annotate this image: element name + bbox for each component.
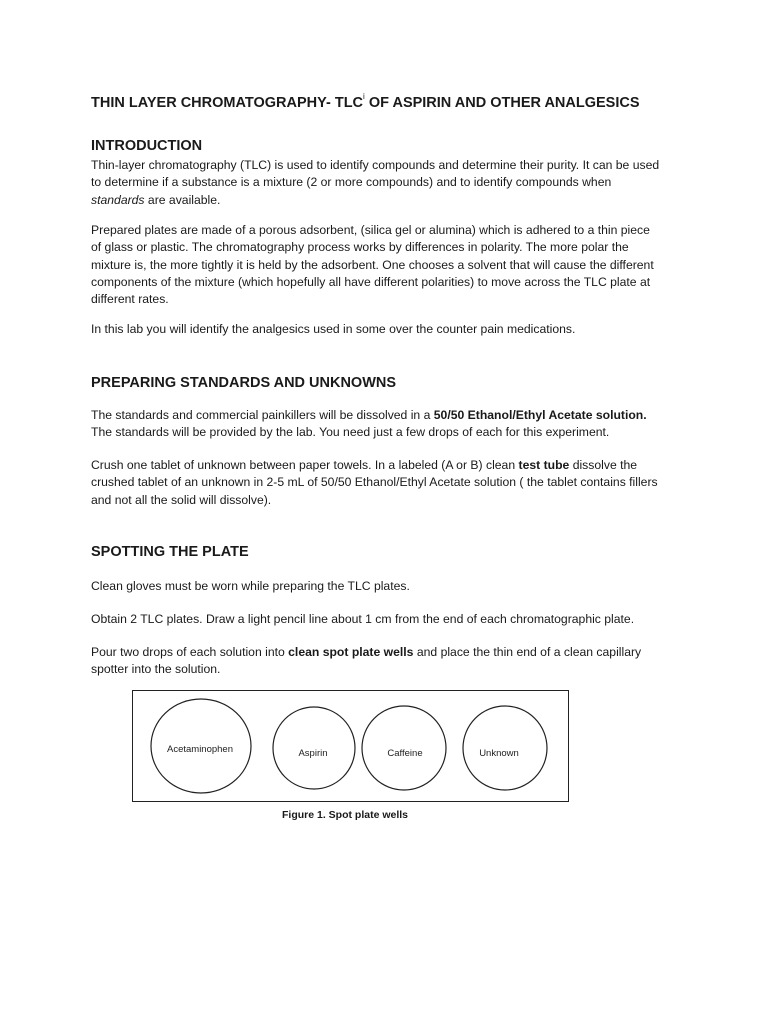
introduction-paragraph-1 <box>91 157 691 209</box>
intro-p3-line-1: In this lab you will identify the analgesics used in some over the counter pain medications. <box>91 322 576 336</box>
title-suffix: OF ASPIRIN AND OTHER ANALGESICS <box>364 94 640 111</box>
intro-p2-line-1: Prepared plates are made of a porous adsorbent, (silica gel or alumina) which is adhered to a thin piece <box>91 223 650 237</box>
spotting-paragraph-2 <box>91 611 691 628</box>
introduction-paragraph-3 <box>91 321 691 338</box>
introduction-heading: INTRODUCTION <box>91 138 203 154</box>
spot-p1-line-1: Clean gloves must be worn while preparing the TLC plates. <box>91 579 410 593</box>
prep-p2-line-3: and not all the solid will dissolve). <box>91 492 272 507</box>
intro-p2-line-4: components of the mixture (which hopefully all have different polarities) to move across the TLC plate at <box>91 274 651 289</box>
well-label-acetaminophen: Acetaminophen <box>166 744 234 755</box>
well-label-unknown: Unknown <box>479 748 519 759</box>
title-prefix: THIN LAYER CHROMATOGRAPHY- TLC <box>91 94 364 111</box>
intro-p1-line-1: Thin-layer chromatography (TLC) is used to identify compounds and determine their purity. It can be used <box>91 158 660 172</box>
spot-plate-drawing <box>133 691 570 803</box>
prep-p1-line-1 <box>91 407 691 424</box>
spotting-paragraph-3 <box>91 644 691 679</box>
spotting-heading: SPOTTING THE PLATE <box>91 544 249 560</box>
intro-p2-line-3: mixture is, the more tightly it is held by the adsorbent. One chooses a solvent that will cause the different <box>91 257 654 272</box>
intro-p2-line-5: different rates. <box>91 292 169 307</box>
prep-p2-line-1-end: dissolve the <box>569 458 638 472</box>
spot-p3-line-2: spotter into the solution. <box>91 662 221 677</box>
spot-p2-line-1: Obtain 2 TLC plates. Draw a light pencil line about 1 cm from the end of each chromatographic plate. <box>91 612 635 626</box>
preparing-paragraph-1 <box>91 407 691 442</box>
intro-p2-line-2: of glass or plastic. The chromatography process works by differences in polarity. The more polar the <box>91 240 629 255</box>
prep-p2-line-2: crushed tablet of an unknown in 2-5 mL of 50/50 Ethanol/Ethyl Acetate solution ( the tablet contains fillers <box>91 475 658 490</box>
prep-p1-line-2: The standards will be provided by the lab. You need just a few drops of each for this experiment. <box>91 425 610 440</box>
spotting-paragraph-1 <box>91 578 691 595</box>
well-label-caffeine: Caffeine <box>387 748 423 759</box>
figure-caption: Figure 1. Spot plate wells <box>282 809 409 821</box>
intro-p1-line-3 <box>91 192 691 209</box>
standards-italic-text: standards <box>91 192 145 207</box>
spot-plate-wells-bold-text: clean spot plate wells <box>288 645 414 659</box>
prep-p1-line-1-start: The standards and commercial painkillers will be dissolved in a <box>91 408 434 422</box>
spot-p3-line-1-start: Pour two drops of each solution into <box>91 645 289 659</box>
title-footnote-marker: i <box>363 92 365 101</box>
solvent-bold-text: 50/50 Ethanol/Ethyl Acetate solution. <box>433 408 647 422</box>
spot-p3-line-1-end: and place the thin end of a clean capillary <box>413 645 642 659</box>
introduction-paragraph-2 <box>91 222 691 308</box>
spot-p3-line-1 <box>91 644 691 661</box>
document-title <box>91 94 640 111</box>
well-label-aspirin: Aspirin <box>298 748 328 759</box>
preparing-heading: PREPARING STANDARDS AND UNKNOWNS <box>91 375 397 391</box>
intro-p1-line-2: to determine if a substance is a mixture (2 or more compounds) and to identify compounds when <box>91 175 612 190</box>
prep-p2-line-1-start: Crush one tablet of unknown between paper towels. In a labeled (A or B) clean <box>91 458 519 472</box>
spot-plate-figure <box>132 690 569 802</box>
preparing-paragraph-2 <box>91 457 691 509</box>
test-tube-bold-text: test tube <box>518 458 570 472</box>
intro-p1-line-3-rest: are available. <box>144 192 221 207</box>
prep-p2-line-1 <box>91 457 691 474</box>
